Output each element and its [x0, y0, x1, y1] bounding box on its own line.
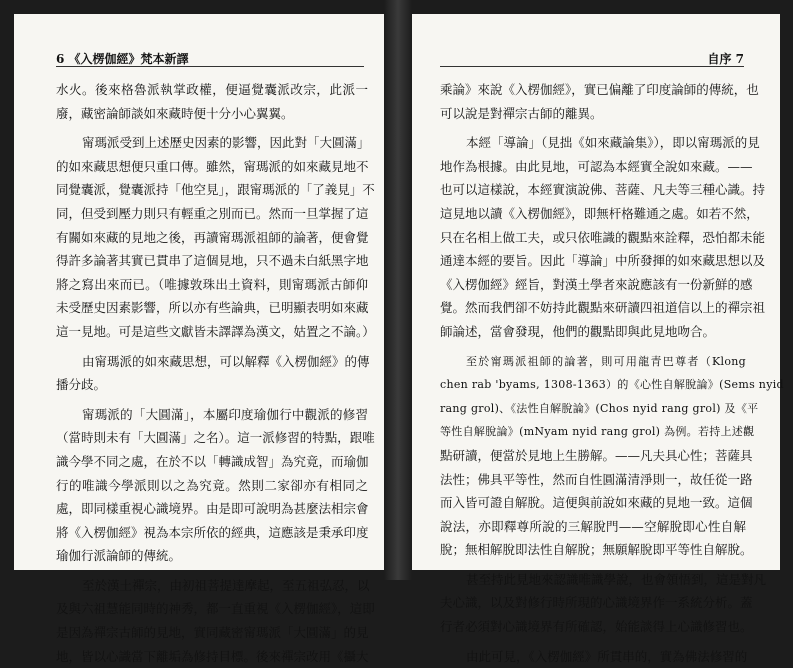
text-line: 播分歧。: [56, 377, 107, 393]
text-line: 及與六祖慧能同時的神秀，都一直重視《入楞伽經》，這即: [56, 601, 375, 617]
text-line: 處，即同樣重視心識境界。由是即可說明為甚麼法相宗會: [56, 501, 369, 517]
text-line: 有關如來藏的見地之後，再讀甯瑪派祖師的論著，便會覺: [56, 229, 369, 245]
text-line: 師論述，當會發現，他們的觀點即與此見地吻合。: [440, 323, 716, 339]
page-header: 自序 7: [707, 52, 744, 66]
text-line: 可以說是對禪宗古師的離異。: [440, 105, 603, 121]
paragraph: [56, 78, 368, 125]
text-line: 至於甯瑪派祖師的論著，則可用龍青巴尊者（Klong: [466, 354, 746, 368]
text-line: 只在名相上做工夫，或只依唯識的觀點來詮釋，恐怕都未能: [440, 229, 766, 245]
text-line: 水火。後來格魯派執掌政權，便逼覺囊派改宗，此派一: [56, 82, 368, 97]
text-line: 同覺囊派，覺囊派持「他空見」，跟甯瑪派的「了義見」不: [56, 182, 375, 198]
paragraph: [440, 645, 746, 668]
paragraph: [56, 131, 375, 343]
book-gutter: [384, 0, 412, 580]
left-page: [14, 14, 384, 664]
text-line: 乘論》來說《入楞伽經》，實已偏離了印度論師的傳統，也: [440, 82, 759, 97]
paragraph: [56, 403, 375, 568]
text-line: 這一見地。可是這些文獻皆未譯譯為漢文，姑置之不論。）: [56, 323, 375, 339]
text-line: 夫心識，以及對修行時所現的心識境界作一系統分析。蓋: [440, 595, 753, 611]
text-line: 通達本經的要旨。因此「導論」中所發揮的如來藏思想以及: [440, 253, 766, 269]
text-line: 是因為禪宗古師的見地，實同藏密甯瑪派「大圓滿」的見: [56, 625, 369, 641]
page-header: 6 《入楞伽經》梵本新譯: [56, 52, 189, 66]
text-line: 至於漢土禪宗，由初祖菩提達摩起，至五祖弘忍，以: [82, 577, 370, 593]
text-line: 將《入楞伽經》視為本宗所依的經典，這應該是秉承印度: [56, 524, 369, 540]
text-line: 甯瑪派受到上述歷史因素的影響，因此對「大圓滿」: [82, 135, 370, 151]
text-line: 由此可見，《入楞伽經》所貫串的，實為佛法修習的: [466, 648, 748, 664]
text-line: 本經「導論」（見拙《如來藏論集》），即以甯瑪派的見: [466, 135, 760, 151]
text-line: 同，但受到壓力則只有輕重之別而已。然而一旦掌握了這: [56, 205, 369, 221]
text-line: 這見地以讀《入楞伽經》，即無杆格難通之處。如若不然，: [440, 205, 759, 221]
paragraph: [440, 131, 766, 343]
text-line: （當時則未有「大圓滿」之名）。這一派修習的特點，跟唯: [56, 430, 375, 446]
text-line: 廢，藏密論師談如來藏時便十分小心翼翼。: [56, 105, 294, 121]
text-line: 點研讀，便當於見地上生勝解。——凡夫具心性；菩薩具: [440, 447, 753, 463]
text-line: 而入皆可證自解脫。這便與前說如來藏的見地一致。這個: [440, 495, 753, 511]
text-line: 由甯瑪派的如來藏思想，可以解釋《入楞伽經》的傳: [82, 353, 370, 369]
text-line: 的如來藏思想便只重口傳。雖然，甯瑪派的如來藏見地不: [56, 158, 369, 174]
text-line: 行者必須對心識境界有所確認，始能談得上心識修習也。: [440, 619, 753, 635]
header-rule: [440, 66, 744, 67]
text-line: 得許多論著其實已貫串了這個見地，只不過未白紙黑字地: [56, 253, 369, 269]
text-line: 地，皆以心識當下離垢為修持目標。後來禪宗改用《攝大: [56, 648, 369, 664]
text-line: chen rab 'byams, 1308-1363）的《心性自解脫論》(Sems nyid: [440, 378, 784, 392]
text-line: 脫；無相解脫即法性自解脫；無願解脫即平等性自解脫。: [440, 542, 753, 558]
page-body: [56, 78, 375, 668]
text-line: 未受歷史因素影響，所以亦有些論典，已明顯表明如來藏: [56, 300, 369, 316]
paragraph: [440, 350, 784, 562]
paragraph: [56, 574, 375, 668]
text-line: 行的唯識今學派則以之為究竟。然則二家卻亦有相同之: [56, 477, 368, 493]
paragraph: [56, 350, 368, 397]
text-line: 甚至持此見地來認識唯識學說，也會領悟到，這是對凡: [466, 571, 767, 587]
text-line: 甯瑪派的「大圓滿」，本屬印度瑜伽行中觀派的修習: [82, 406, 368, 422]
text-line: 識今學不同之處，在於不以「轉識成智」為究竟，而瑜伽: [56, 453, 369, 469]
text-line: 《入楞伽經》經旨，對漢土學者來說應該有一份新鮮的感: [440, 276, 753, 292]
text-line: 法性；佛具平等性，然而自性圓滿清淨則一，故任從一路: [440, 471, 753, 487]
text-line: 地作為根據。由此見地，可認為本經實全說如來藏。——: [440, 158, 753, 174]
right-page: [412, 14, 784, 664]
text-line: 也可以這樣說，本經實演說佛、菩薩、凡夫等三種心識。持: [440, 182, 766, 198]
paragraph: [440, 78, 759, 125]
page-body: [440, 78, 784, 668]
text-line: 瑜伽行派論師的傳統。: [56, 548, 182, 564]
text-line: 說法，亦即釋尊所說的三解脫門——空解脫即心性自解: [440, 518, 746, 534]
paragraph: [440, 568, 767, 639]
text-line: 等性自解脫論》(mNyam nyid rang grol) 為例。若持上述觀: [440, 425, 755, 439]
text-line: 將之寫出來而已。（唯據敦珠出土資料，則甯瑪派古師仰: [56, 276, 368, 292]
text-line: rang grol)、《法性自解脫論》(Chos nyid rang grol) 及《平: [440, 401, 759, 415]
text-line: 覺。然而我們卻不妨持此觀點來研讀四祖道信以上的禪宗祖: [440, 300, 766, 316]
header-rule: [56, 66, 364, 67]
